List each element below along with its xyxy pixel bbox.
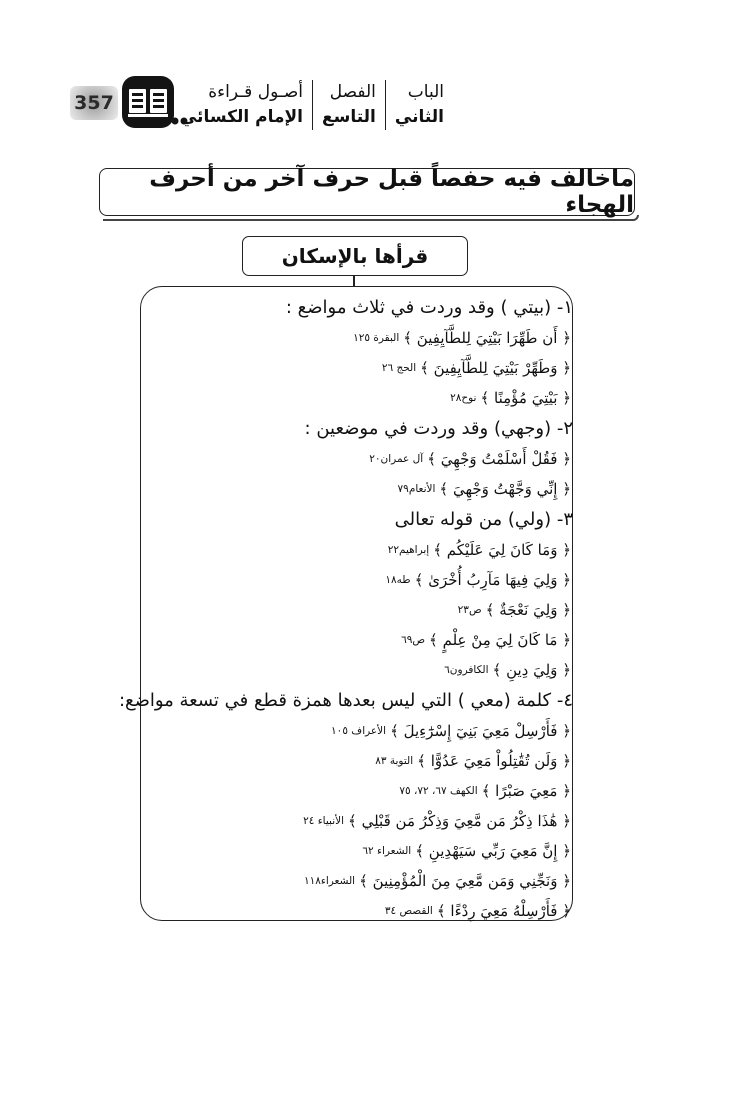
verse-reference: الأعراف ١٠٥ <box>331 725 387 737</box>
subtitle-box <box>242 236 468 276</box>
verse-text: ﴿ بَيْتِيَ مُؤْمِنًا ﴾ <box>480 389 571 407</box>
content-list <box>118 292 573 926</box>
section-heading: ١- (بيتي ) وقد وردت في ثلاث مواضع : <box>285 297 573 318</box>
verse-row <box>153 836 573 866</box>
verse-reference: إبراهيم٢٢ <box>387 544 430 556</box>
verse-text: ﴿ وَلَن تُقَٰتِلُواْ مَعِيَ عَدُوًّا ﴾ <box>417 752 571 770</box>
verse-row <box>153 746 573 776</box>
verse-row <box>153 565 573 595</box>
section-heading: ٤- كلمة (معي ) التي ليس بعدها همزة قطع في تسعة مواضع: <box>118 690 573 711</box>
verse-row <box>153 655 573 685</box>
title-box <box>99 168 635 216</box>
verse-reference: الحج ٢٦ <box>381 362 417 374</box>
verse-reference: القصص ٣٤ <box>384 905 433 917</box>
running-header <box>171 80 453 130</box>
verse-text: ﴿ إِنِّي وَجَّهْتُ وَجْهِيَ ﴾ <box>439 480 571 498</box>
verse-text: ﴿ وَلِيَ فِيهَا مَآرِبُ أُخْرَىٰ ﴾ <box>414 571 571 589</box>
header-label: الفصل <box>329 82 376 102</box>
header-column-book <box>171 80 313 130</box>
header-column-chapter <box>386 80 453 130</box>
verse-row <box>153 625 573 655</box>
verse-row <box>153 383 573 413</box>
header-value: الإمام الكسائي <box>179 107 303 127</box>
verse-reference: الشعراء ٦٢ <box>362 845 412 857</box>
page-title: ماخالف فيه حفصاً قبل حرف آخر من أحرف الهجاء <box>149 166 634 218</box>
page-number: 357 <box>70 86 118 120</box>
verse-reference: طه١٨ <box>385 574 411 586</box>
verse-row <box>153 323 573 353</box>
header-column-section <box>313 80 386 130</box>
verse-text: ﴿ إِنَّ مَعِيَ رَبِّي سَيَهْدِينِ ﴾ <box>415 842 571 860</box>
verse-row <box>153 474 573 504</box>
verse-text: ﴿ فَقُلْ أَسْلَمْتُ وَجْهِيَ ﴾ <box>427 450 571 468</box>
verse-text: ﴿ أَن طَهِّرَا بَيْتِيَ لِلطَّآيِفِينَ ﴾ <box>403 329 571 347</box>
verse-row <box>153 353 573 383</box>
verse-reference: ص٦٩ <box>401 634 426 646</box>
verse-row <box>153 716 573 746</box>
verse-row <box>153 866 573 896</box>
verse-row <box>153 806 573 836</box>
verse-row <box>153 896 573 926</box>
connector-line <box>353 276 355 286</box>
verse-text: ﴿ وَلِيَ نَعْجَةٌ ﴾ <box>485 601 571 619</box>
verse-text: ﴿ وَنَجِّنِي وَمَن مَّعِيَ مِنَ الْمُؤْمِنِينَ ﴾ <box>359 872 571 890</box>
header-value: الثاني <box>394 107 444 127</box>
verse-row <box>153 535 573 565</box>
verse-reference: ص٢٣ <box>457 604 482 616</box>
verse-reference: التوبة ٨٣ <box>375 755 414 767</box>
header-label: الباب <box>407 82 444 102</box>
section-heading: ٢- (وجهي) وقد وردت في موضعين : <box>304 418 573 439</box>
verse-reference: الأنبياء ٢٤ <box>303 815 345 827</box>
section-heading: ٣- (ولي) من قوله تعالى <box>394 509 573 530</box>
verse-text: ﴿ فَأَرْسِلْ مَعِيَ بَنِيٓ إِسْرَٰٓءِيلَ ﴾ <box>390 722 571 740</box>
verse-text: ﴿ وَطَهِّرْ بَيْتِيَ لِلطَّآيِفِينَ ﴾ <box>420 359 571 377</box>
verse-text: ﴿ هَٰذَا ذِكْرُ مَن مَّعِيَ وَذِكْرُ مَن قَبْلِي ﴾ <box>348 812 571 830</box>
subtitle: قرأها بالإسكان <box>281 244 429 268</box>
verse-text: ﴿ وَمَا كَانَ لِيَ عَلَيْكُم ﴾ <box>433 541 571 559</box>
verse-text: ﴿ وَلِيَ دِينِ ﴾ <box>492 661 571 679</box>
verse-text: ﴿ مَعِيَ صَبْرًا ﴾ <box>481 782 571 800</box>
verse-reference: الكهف ٦٧، ٧٢، ٧٥ <box>399 785 478 797</box>
verse-reference: الشعراء١١٨ <box>303 875 356 887</box>
verse-reference: آل عمران٢٠ <box>369 453 424 465</box>
header-value: التاسع <box>322 107 376 127</box>
verse-reference: الأنعام٧٩ <box>397 483 436 495</box>
verse-row <box>153 595 573 625</box>
verse-row <box>153 444 573 474</box>
verse-reference: البقرة ١٢٥ <box>353 332 400 344</box>
verse-row <box>153 776 573 806</box>
verse-text: ﴿ فَأَرْسِلْهُ مَعِيَ رِدْءًا ﴾ <box>436 902 571 920</box>
verse-reference: نوح٢٨ <box>450 392 477 404</box>
verse-text: ﴿ مَا كَانَ لِيَ مِنْ عِلْمٍ ﴾ <box>429 631 571 649</box>
header-label: أصـول قـراءة <box>208 82 303 102</box>
verse-reference: الكافرون٦ <box>444 664 489 676</box>
